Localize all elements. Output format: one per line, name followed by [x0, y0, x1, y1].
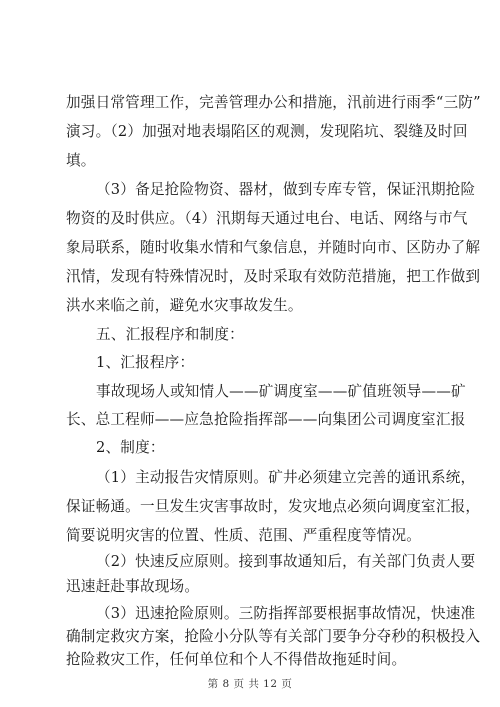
text-line: 洪水来临之前，避免水灾事故发生。	[66, 297, 303, 314]
text-line: 汛情，发现有特殊情况时，及时采取有效防范措施，把工作做到	[66, 268, 481, 285]
text-line: （3）备足抢险物资、器材，做到专库专管，保证汛期抢险	[96, 181, 476, 198]
text-line: 长、总工程师——应急抢险指挥部——向集团公司调度室汇报	[66, 411, 466, 428]
text-line: 加强日常管理工作，完善管理办公和措施，汛前进行雨季“三防”	[66, 94, 481, 111]
text-line: （3）迅速抢险原则。三防指挥部要根据事故情况，快速准	[96, 605, 476, 622]
text-line: （1）主动报告灾情原则。矿井必须建立完善的通讯系统，	[96, 469, 476, 486]
page-footer: 第 8 页 共 12 页	[207, 678, 293, 690]
text-line: 简要说明灾害的位置、性质、范围、严重程度等情况。	[66, 527, 422, 544]
text-line: 演习。（2）加强对地表塌陷区的观测，发现陷坑、裂缝及时回	[66, 123, 468, 140]
sub-heading: 2、制度：	[96, 439, 165, 456]
sub-heading: 1、汇报程序：	[96, 354, 195, 371]
text-line: 确制定救灾方案，抢险小分队等有关部门要争分夺秒的积极投入	[66, 628, 481, 645]
text-line: 抢险救灾工作，任何单位和个人不得借故拖延时间。	[66, 651, 407, 668]
section-heading: 五、汇报程序和制度：	[96, 326, 244, 343]
text-line: 填。	[66, 152, 96, 169]
text-line: 迅速赶赴事故现场。	[66, 578, 200, 595]
text-line: 保证畅通。一旦发生灾害事故时，发灾地点必须向调度室汇报，	[66, 498, 481, 515]
text-line: 象局联系，随时收集水情和气象信息，并随时向市、区防办了解	[66, 239, 481, 256]
text-line: （2）快速反应原则。接到事故通知后，有关部门负责人要	[96, 553, 476, 570]
text-line: 事故现场人或知情人——矿调度室——矿值班领导——矿	[96, 383, 466, 400]
text-line: 物资的及时供应。（4）汛期每天通过电台、电话、网络与市气	[66, 210, 468, 227]
